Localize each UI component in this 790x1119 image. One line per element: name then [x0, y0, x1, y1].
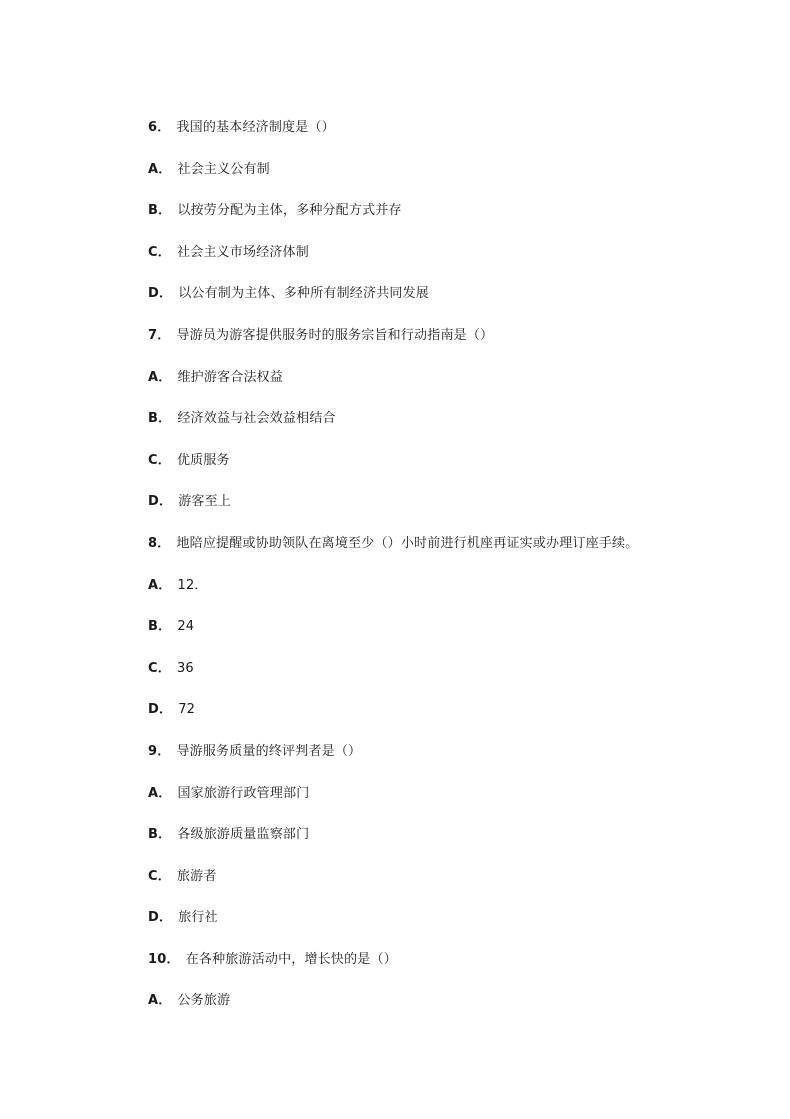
option-text: 以按劳分配为主体，多种分配方式并存 — [177, 203, 402, 219]
option-letter: B． — [148, 411, 172, 427]
option-text: 公务旅游 — [177, 993, 231, 1009]
option-a — [148, 991, 748, 1033]
question-text: 导游服务质量的终评判者是（） — [176, 743, 362, 759]
option-c — [148, 867, 748, 909]
option-letter: A． — [148, 785, 172, 801]
option-letter: D． — [148, 494, 173, 510]
question-text: 我国的基本经济制度是（） — [176, 120, 335, 135]
option-b — [148, 201, 748, 243]
option-c — [148, 243, 748, 285]
option-a — [148, 368, 748, 410]
option-text: 国家旅游行政管理部门 — [177, 785, 310, 801]
question-9 — [148, 742, 748, 784]
option-letter: B． — [148, 203, 172, 219]
question-number: 10． — [148, 951, 180, 967]
question-text: 导游员为游客提供服务时的服务宗旨和行动指南是（） — [176, 327, 494, 343]
option-text: 优质服务 — [176, 452, 230, 468]
question-number: 9． — [148, 743, 171, 759]
option-letter: D． — [148, 702, 173, 718]
option-b — [148, 409, 748, 451]
option-text: 维护游客合法权益 — [177, 369, 284, 385]
option-b — [148, 617, 748, 659]
option-letter: B． — [148, 827, 172, 843]
option-letter: D． — [148, 910, 173, 926]
option-text: 各级旅游质量监察部门 — [177, 827, 310, 843]
option-text: 36 — [176, 660, 194, 676]
option-letter: A． — [148, 161, 172, 177]
option-d — [148, 284, 748, 326]
option-letter: A． — [148, 369, 172, 385]
option-letter: A． — [148, 577, 172, 593]
option-d — [148, 700, 748, 742]
option-text: 以公有制为主体、多种所有制经济共同发展 — [178, 286, 430, 302]
question-number: 8． — [148, 535, 171, 551]
option-a — [148, 576, 748, 618]
question-6 — [148, 118, 748, 160]
option-letter: C． — [148, 452, 171, 468]
option-text: 游客至上 — [178, 494, 232, 510]
question-7 — [148, 326, 748, 368]
option-text: 72 — [178, 702, 196, 718]
question-text: 在各种旅游活动中，增长快的是（） — [185, 951, 397, 967]
option-a — [148, 784, 748, 826]
option-text: 社会主义公有制 — [177, 161, 270, 177]
option-letter: B． — [148, 619, 172, 635]
option-d — [148, 908, 748, 950]
option-b — [148, 825, 748, 867]
question-list — [148, 118, 748, 1033]
option-letter: A． — [148, 993, 172, 1009]
option-a — [148, 160, 748, 202]
option-letter: C． — [148, 868, 171, 884]
option-text: 12． — [177, 577, 208, 593]
option-text: 经济效益与社会效益相结合 — [177, 411, 336, 427]
option-text: 旅游者 — [176, 868, 217, 884]
question-text: 地陪应提醒或协助领队在离境至少（）小时前进行机座再证实或办理订座手续。 — [176, 535, 639, 551]
question-number: 6． — [148, 120, 171, 135]
option-c — [148, 451, 748, 493]
option-letter: C． — [148, 244, 171, 260]
option-text: 社会主义市场经济体制 — [176, 244, 309, 260]
option-c — [148, 659, 748, 701]
option-letter: D． — [148, 286, 173, 302]
question-number: 7． — [148, 327, 171, 343]
option-d — [148, 492, 748, 534]
question-8 — [148, 534, 748, 576]
option-letter: C． — [148, 660, 171, 676]
option-text: 24 — [177, 619, 195, 635]
option-text: 旅行社 — [178, 910, 218, 926]
question-10 — [148, 950, 748, 992]
